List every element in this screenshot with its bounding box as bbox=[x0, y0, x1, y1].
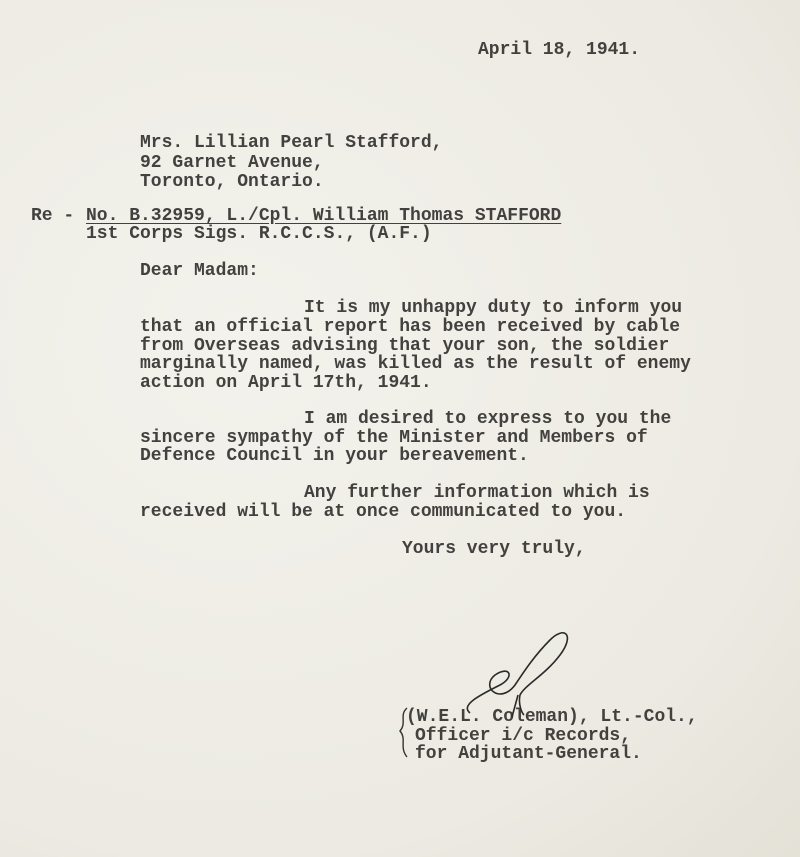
signatory-name: (W.E.L. Coleman), Lt.-Col., bbox=[406, 707, 698, 727]
paragraph-line: from Overseas advising that your son, the soldier bbox=[140, 336, 670, 356]
recipient-city: Toronto, Ontario. bbox=[140, 172, 324, 192]
paragraph-line: marginally named, was killed as the result of enemy bbox=[140, 354, 691, 374]
signatory-on-behalf: for Adjutant-General. bbox=[415, 744, 642, 764]
handwritten-signature bbox=[440, 625, 580, 720]
paragraph-line: It is my unhappy duty to inform you bbox=[304, 298, 683, 318]
re-label: Re - bbox=[31, 206, 75, 226]
paragraph-line: sincere sympathy of the Minister and Members of bbox=[140, 428, 648, 448]
paragraph-line: Defence Council in your bereavement. bbox=[140, 446, 529, 466]
paragraph-line: Any further information which is bbox=[304, 483, 650, 503]
paragraph-line: I am desired to express to you the bbox=[304, 409, 672, 429]
paragraph-line: action on April 17th, 1941. bbox=[140, 373, 432, 393]
recipient-name: Mrs. Lillian Pearl Stafford, bbox=[140, 133, 443, 153]
paragraph-line: that an official report has been received by cable bbox=[140, 317, 681, 337]
signatory-title: Officer i/c Records, bbox=[415, 726, 632, 746]
paragraph-line: received will be at once communicated to you. bbox=[140, 502, 627, 522]
salutation: Dear Madam: bbox=[140, 261, 259, 281]
re-subject-line-1: No. B.32959, L./Cpl. William Thomas STAFFORD bbox=[86, 206, 562, 226]
closing: Yours very truly, bbox=[402, 539, 586, 559]
re-subject-line-2: 1st Corps Sigs. R.C.C.S., (A.F.) bbox=[86, 224, 432, 244]
letter-date: April 18, 1941. bbox=[478, 40, 641, 60]
recipient-street: 92 Garnet Avenue, bbox=[140, 153, 324, 173]
